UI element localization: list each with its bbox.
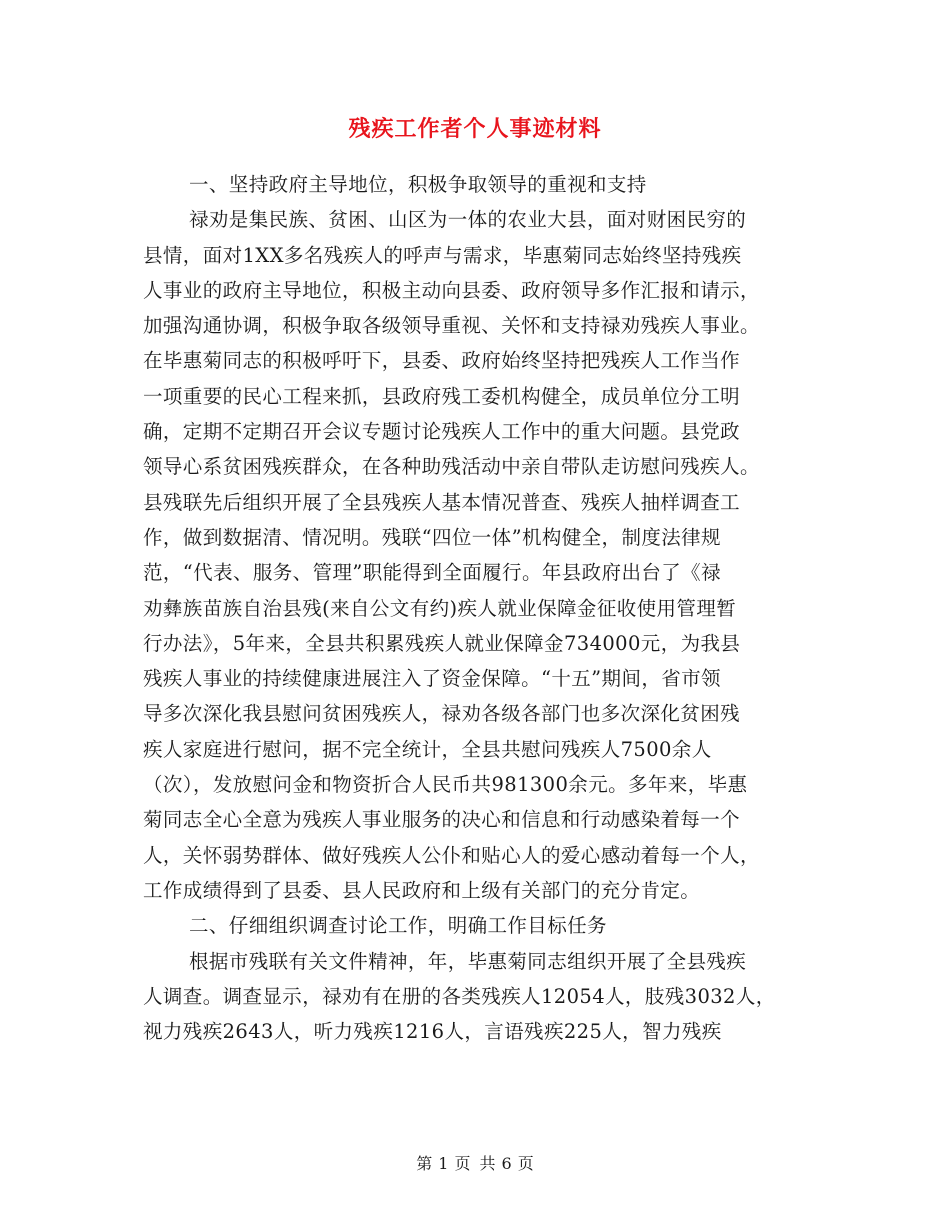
paragraph-line: 一项重要的民心工程来抓，县政府残工委机构健全，成员单位分工明: [143, 384, 741, 408]
footer-prefix: 第: [416, 1154, 433, 1173]
paragraph-line: 县残联先后组织开展了全县残疾人基本情况普查、残疾人抽样调查工: [143, 490, 741, 514]
paragraph-line: 作，做到数据清、情况明。残联“四位一体”机构健全，制度法律规: [143, 525, 721, 549]
section-heading: 一、坚持政府主导地位，积极争取领导的重视和支持: [189, 173, 647, 196]
paragraph-line: 领导心系贫困残疾群众，在各种助残活动中亲自带队走访慰问残疾人。: [143, 455, 760, 479]
paragraph-line: 残疾人事业的持续健康进展注入了资金保障。“十五”期间，省市领: [143, 667, 721, 691]
document-title: 残疾工作者个人事迹材料: [348, 116, 602, 142]
section-heading: 二、仔细组织调查讨论工作，明确工作目标任务: [189, 914, 607, 938]
paragraph-line: 禄劝是集民族、贫困、山区为一体的农业大县，面对财困民穷的: [189, 208, 747, 232]
paragraph-line: 视力残疾2643人，听力残疾1216人，言语残疾225人，智力残疾: [143, 1020, 722, 1044]
paragraph-line: 根据市残联有关文件精神，年，毕惠菊同志组织开展了全县残疾: [189, 949, 747, 973]
paragraph-line: 人，关怀弱势群体、做好残疾人公仆和贴心人的爱心感动着每一个人，: [143, 843, 760, 867]
paragraph-line: 人调查。调查显示，禄劝有在册的各类残疾人12054人，肢残3032人，: [143, 984, 776, 1008]
paragraph-line: 劝彝族苗族自治县残(来自公文有约)疾人就业保障金征收使用管理暂: [143, 596, 737, 620]
paragraph-line: 疾人家庭进行慰问，据不完全统计，全县共慰问残疾人7500余人: [143, 737, 712, 761]
paragraph-line: 工作成绩得到了县委、县人民政府和上级有关部门的充分肯定。: [143, 878, 701, 902]
footer-total-pages: 6: [501, 1154, 512, 1173]
paragraph-line: （次），发放慰问金和物资折合人民币共981300余元。多年来，毕惠: [143, 773, 748, 797]
footer-page-number: 1: [438, 1154, 449, 1173]
footer-suffix: 页: [517, 1154, 534, 1173]
document-body: [143, 167, 808, 1049]
paragraph-line: 人事业的政府主导地位，积极主动向县委、政府领导多作汇报和请示，: [143, 278, 760, 302]
paragraph-line: 确，定期不定期召开会议专题讨论残疾人工作中的重大问题。县党政: [143, 420, 741, 444]
paragraph-line: 范，“代表、服务、管理”职能得到全面履行。年县政府出台了《禄: [143, 561, 721, 585]
paragraph-line: 行办法》，5年来，全县共积累残疾人就业保障金734000元，为我县: [143, 631, 741, 655]
paragraph-line: 菊同志全心全意为残疾人事业服务的决心和信息和行动感染着每一个: [143, 808, 741, 832]
paragraph-line: 导多次深化我县慰问贫困残疾人，禄劝各级各部门也多次深化贫困残: [143, 702, 741, 726]
paragraph-line: 在毕惠菊同志的积极呼吁下，县委、政府始终坚持把残疾人工作当作: [143, 349, 741, 373]
paragraph-line: 县情，面对1XX多名残疾人的呼声与需求，毕惠菊同志始终坚持残疾: [143, 243, 742, 267]
page-footer: [0, 1152, 950, 1176]
footer-middle: 页 共: [454, 1154, 496, 1173]
paragraph-line: 加强沟通协调，积极争取各级领导重视、关怀和支持禄劝残疾人事业。: [143, 314, 760, 338]
